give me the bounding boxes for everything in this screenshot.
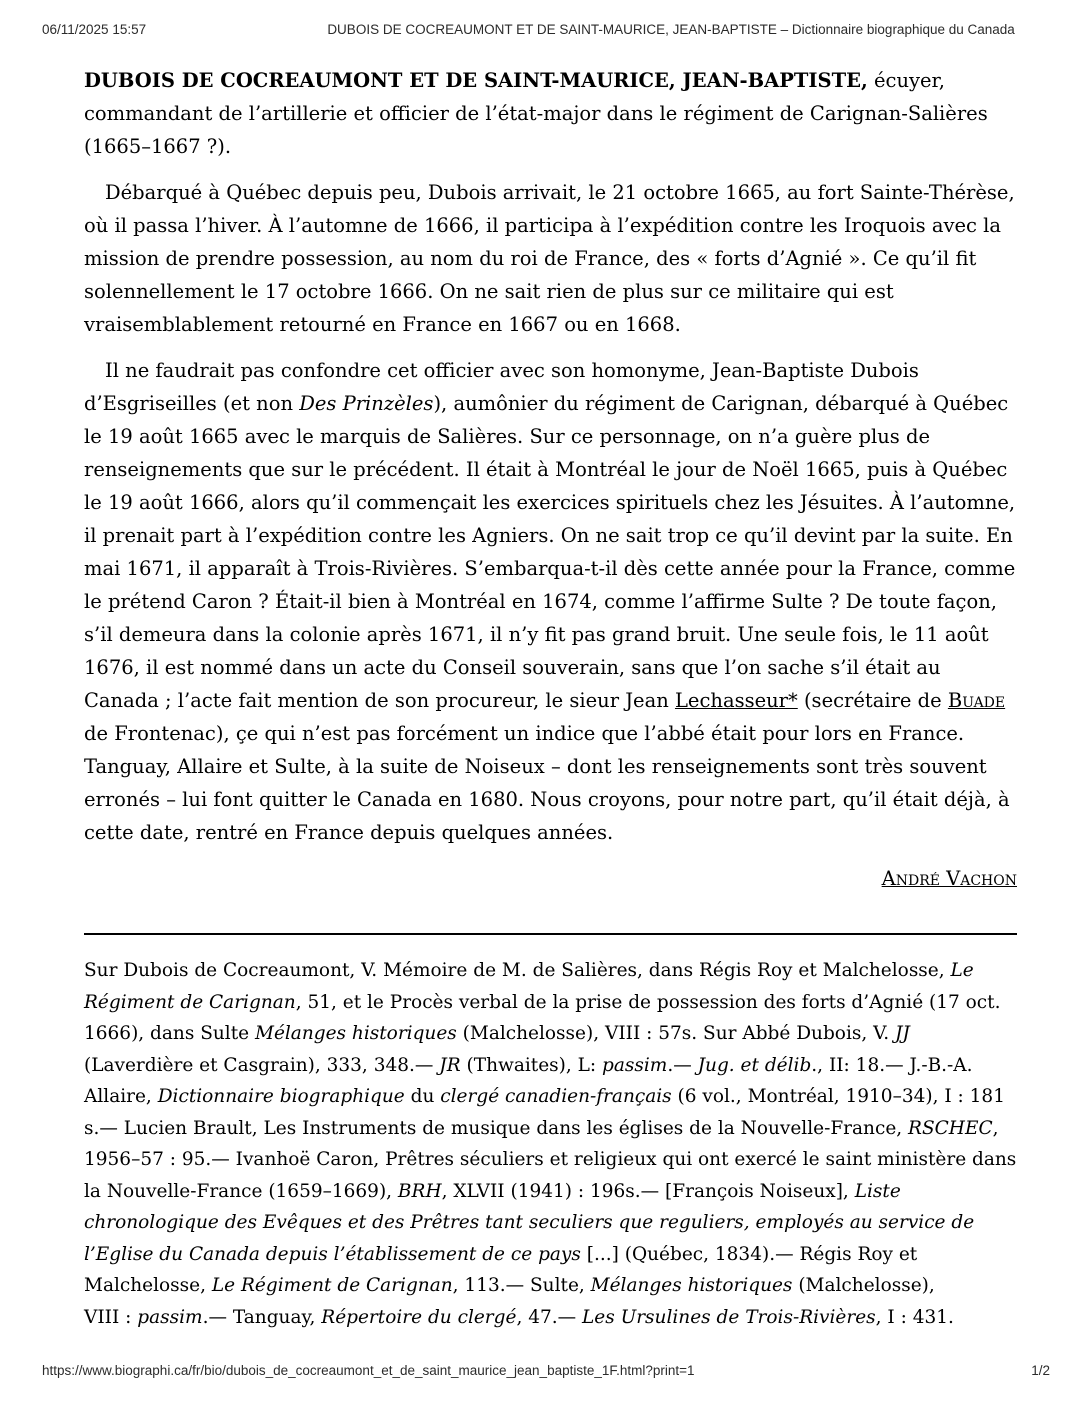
text-run: (Malchelosse), VIII : 57s. Sur Abbé Dubois, V. [456, 1023, 896, 1044]
text-run: BRH [397, 1180, 442, 1202]
text-run: Il ne faudrait pas confondre cet officier avec son homonyme, Jean-Baptiste Dubois d’Esgriseilles (et non [84, 359, 919, 415]
author-link[interactable]: André Vachon [881, 867, 1017, 890]
text-run: .— Tanguay, [202, 1306, 322, 1328]
subject-name: DUBOIS DE COCREAUMONT ET DE SAINT-MAURICE, JEAN-BAPTISTE, [84, 69, 868, 92]
text-run: Mélanges historiques [590, 1275, 793, 1296]
text-run: (Malchelosse), VIII : [84, 1275, 935, 1328]
text-run: Répertoire du clergé [321, 1306, 517, 1328]
print-datetime: 06/11/2025 15:57 [42, 22, 147, 37]
text-run: écuyer, commandant de l’artillerie et officier de l’état-major dans le régiment de Carignan-Salières (1665–1667 ?). [84, 69, 988, 158]
text-run: (6 vol., Montréal, 1910–34), I : 181 s.— Lucien Brault, Les Instruments de musique dans les églises de la Nouvelle-France, [84, 1086, 1005, 1139]
bibliography [84, 955, 1017, 1333]
text-run: clergé canadien-français [440, 1086, 672, 1107]
text-run: .— [667, 1054, 698, 1076]
section-divider [84, 933, 1017, 935]
text-run: JR [439, 1054, 461, 1076]
text-run: ., II: 18.— J.-B.-A. Allaire, [84, 1054, 973, 1107]
text-run: Dictionnaire biographique [157, 1086, 405, 1107]
print-header [42, 22, 1046, 37]
text-run: , I : 431. [875, 1306, 954, 1328]
text-run: du [404, 1086, 441, 1107]
text-run: RSCHEC [908, 1117, 993, 1139]
text-run: Débarqué à Québec depuis peu, Dubois arrivait, le 21 octobre 1665, au fort Sainte-Thérèse, où il passa l’hiver. À l’automne de 1666, il participa à l’expédition contre les Iroquois avec la mission de prendre possession, au nom du roi de France, des « forts d’Agnié ». Ce qu’il fit solennellement le 17 octobre 1666. On ne sait rien de plus sur ce militaire qui est vraisemblablement retourné en France en 1667 ou en 1668. [84, 181, 1015, 336]
article-paragraph-2 [84, 176, 1017, 341]
text-run: Des Prinzèles [299, 392, 434, 415]
text-run: , 1956–57 : 95.— Ivanhoë Caron, Prêtres séculiers et religieux qui ont exercé le saint ministère dans la Nouvelle-France (1659–1669), [84, 1117, 1017, 1202]
text-run: Jug. et délib [697, 1054, 812, 1076]
text-run: (Thwaites), L: [460, 1054, 603, 1076]
print-footer [42, 1363, 1050, 1378]
text-run: , 113.— Sulte, [452, 1275, 591, 1296]
text-run: ), aumônier du régiment de Carignan, débarqué à Québec le 19 août 1665 avec le marquis de Salières. Sur ce personnage, on n’a guère plus de renseignements que sur le précédent. Il était à Montréal le jour de Noël 1665, puis à Québec le 19 août 1666, alors qu’il commençait les exercices spirituels chez les Jésuites. À l’automne, il prenait part à l’expédition contre les Agniers. On ne sait trop ce qu’il devint par la suite. En mai 1671, il apparaît à Trois-Rivières. S’embarqua-t-il dès cette année pour la France, comme le prétend Caron ? Était-il bien à Montréal en 1674, comme l’affirme Sulte ? De toute façon, s’il demeura dans la colonie après 1671, il n’y fit pas grand bruit. Une seule fois, le 11 août 1676, il est nommé dans un acte du Conseil souverain, sans que l’on sache s’il était au Canada ; l’acte fait mention de son procureur, le sieur Jean [84, 392, 1016, 712]
article [84, 64, 1017, 1346]
text-run: Les Ursulines de Trois-Rivières [582, 1306, 876, 1328]
buade-link[interactable]: Buade [947, 689, 1006, 712]
article-lead-paragraph [84, 64, 1017, 163]
text-run: [...] (Québec, 1834).— Régis Roy et Malchelosse, [84, 1243, 918, 1296]
author-signature [84, 862, 1017, 895]
text-run: passim [137, 1306, 203, 1328]
text-run: passim [602, 1054, 668, 1076]
text-run: Le Régiment de Carignan [84, 960, 974, 1013]
text-run: , 51, et le Procès verbal de la prise de possession des forts d’Agnié (17 oct. 1666), dans Sulte [84, 991, 1001, 1044]
text-run: Sur Dubois de Cocreaumont, V. Mémoire de M. de Salières, dans Régis Roy et Malchelosse, [84, 960, 951, 981]
text-run: , 47.— [516, 1306, 583, 1328]
text-run: JJ [895, 1023, 910, 1044]
source-url: https://www.biographi.ca/fr/bio/dubois_de_cocreaumont_et_de_saint_maurice_jean_baptiste_1F.html?print=1 [42, 1363, 695, 1378]
page-number: 1/2 [1031, 1363, 1050, 1378]
text-run: (Laverdière et Casgrain), 333, 348.— [84, 1054, 440, 1076]
text-run: de Frontenac), çe qui n’est pas forcément un indice que l’abbé était pour lors en France. Tanguay, Allaire et Sulte, à la suite de Noiseux – dont les renseignements sont très souvent erronés – lui font quitter le Canada en 1680. Nous croyons, pour notre part, qu’il était déjà, à cette date, rentré en France depuis quelques années. [84, 722, 1010, 844]
print-doc-title: DUBOIS DE COCREAUMONT ET DE SAINT-MAURICE, JEAN-BAPTISTE – Dictionnaire biographique du Canada [327, 22, 1015, 37]
text-run: Mélanges historiques [255, 1023, 457, 1044]
text-run: Le Régiment de Carignan [211, 1275, 453, 1296]
text-run: , XLVII (1941) : 196s.— [François Noiseux], [441, 1180, 855, 1202]
article-paragraph-3 [84, 354, 1017, 849]
text-run: (secrétaire de [797, 689, 948, 712]
lechasseur-link[interactable]: Lechasseur* [674, 689, 798, 712]
text-run: Liste chronologique des Evêques et des Prêtres tant seculiers que reguliers, employés au service de l’Eglise du Canada depuis l’établissement de ce pays [84, 1180, 975, 1265]
